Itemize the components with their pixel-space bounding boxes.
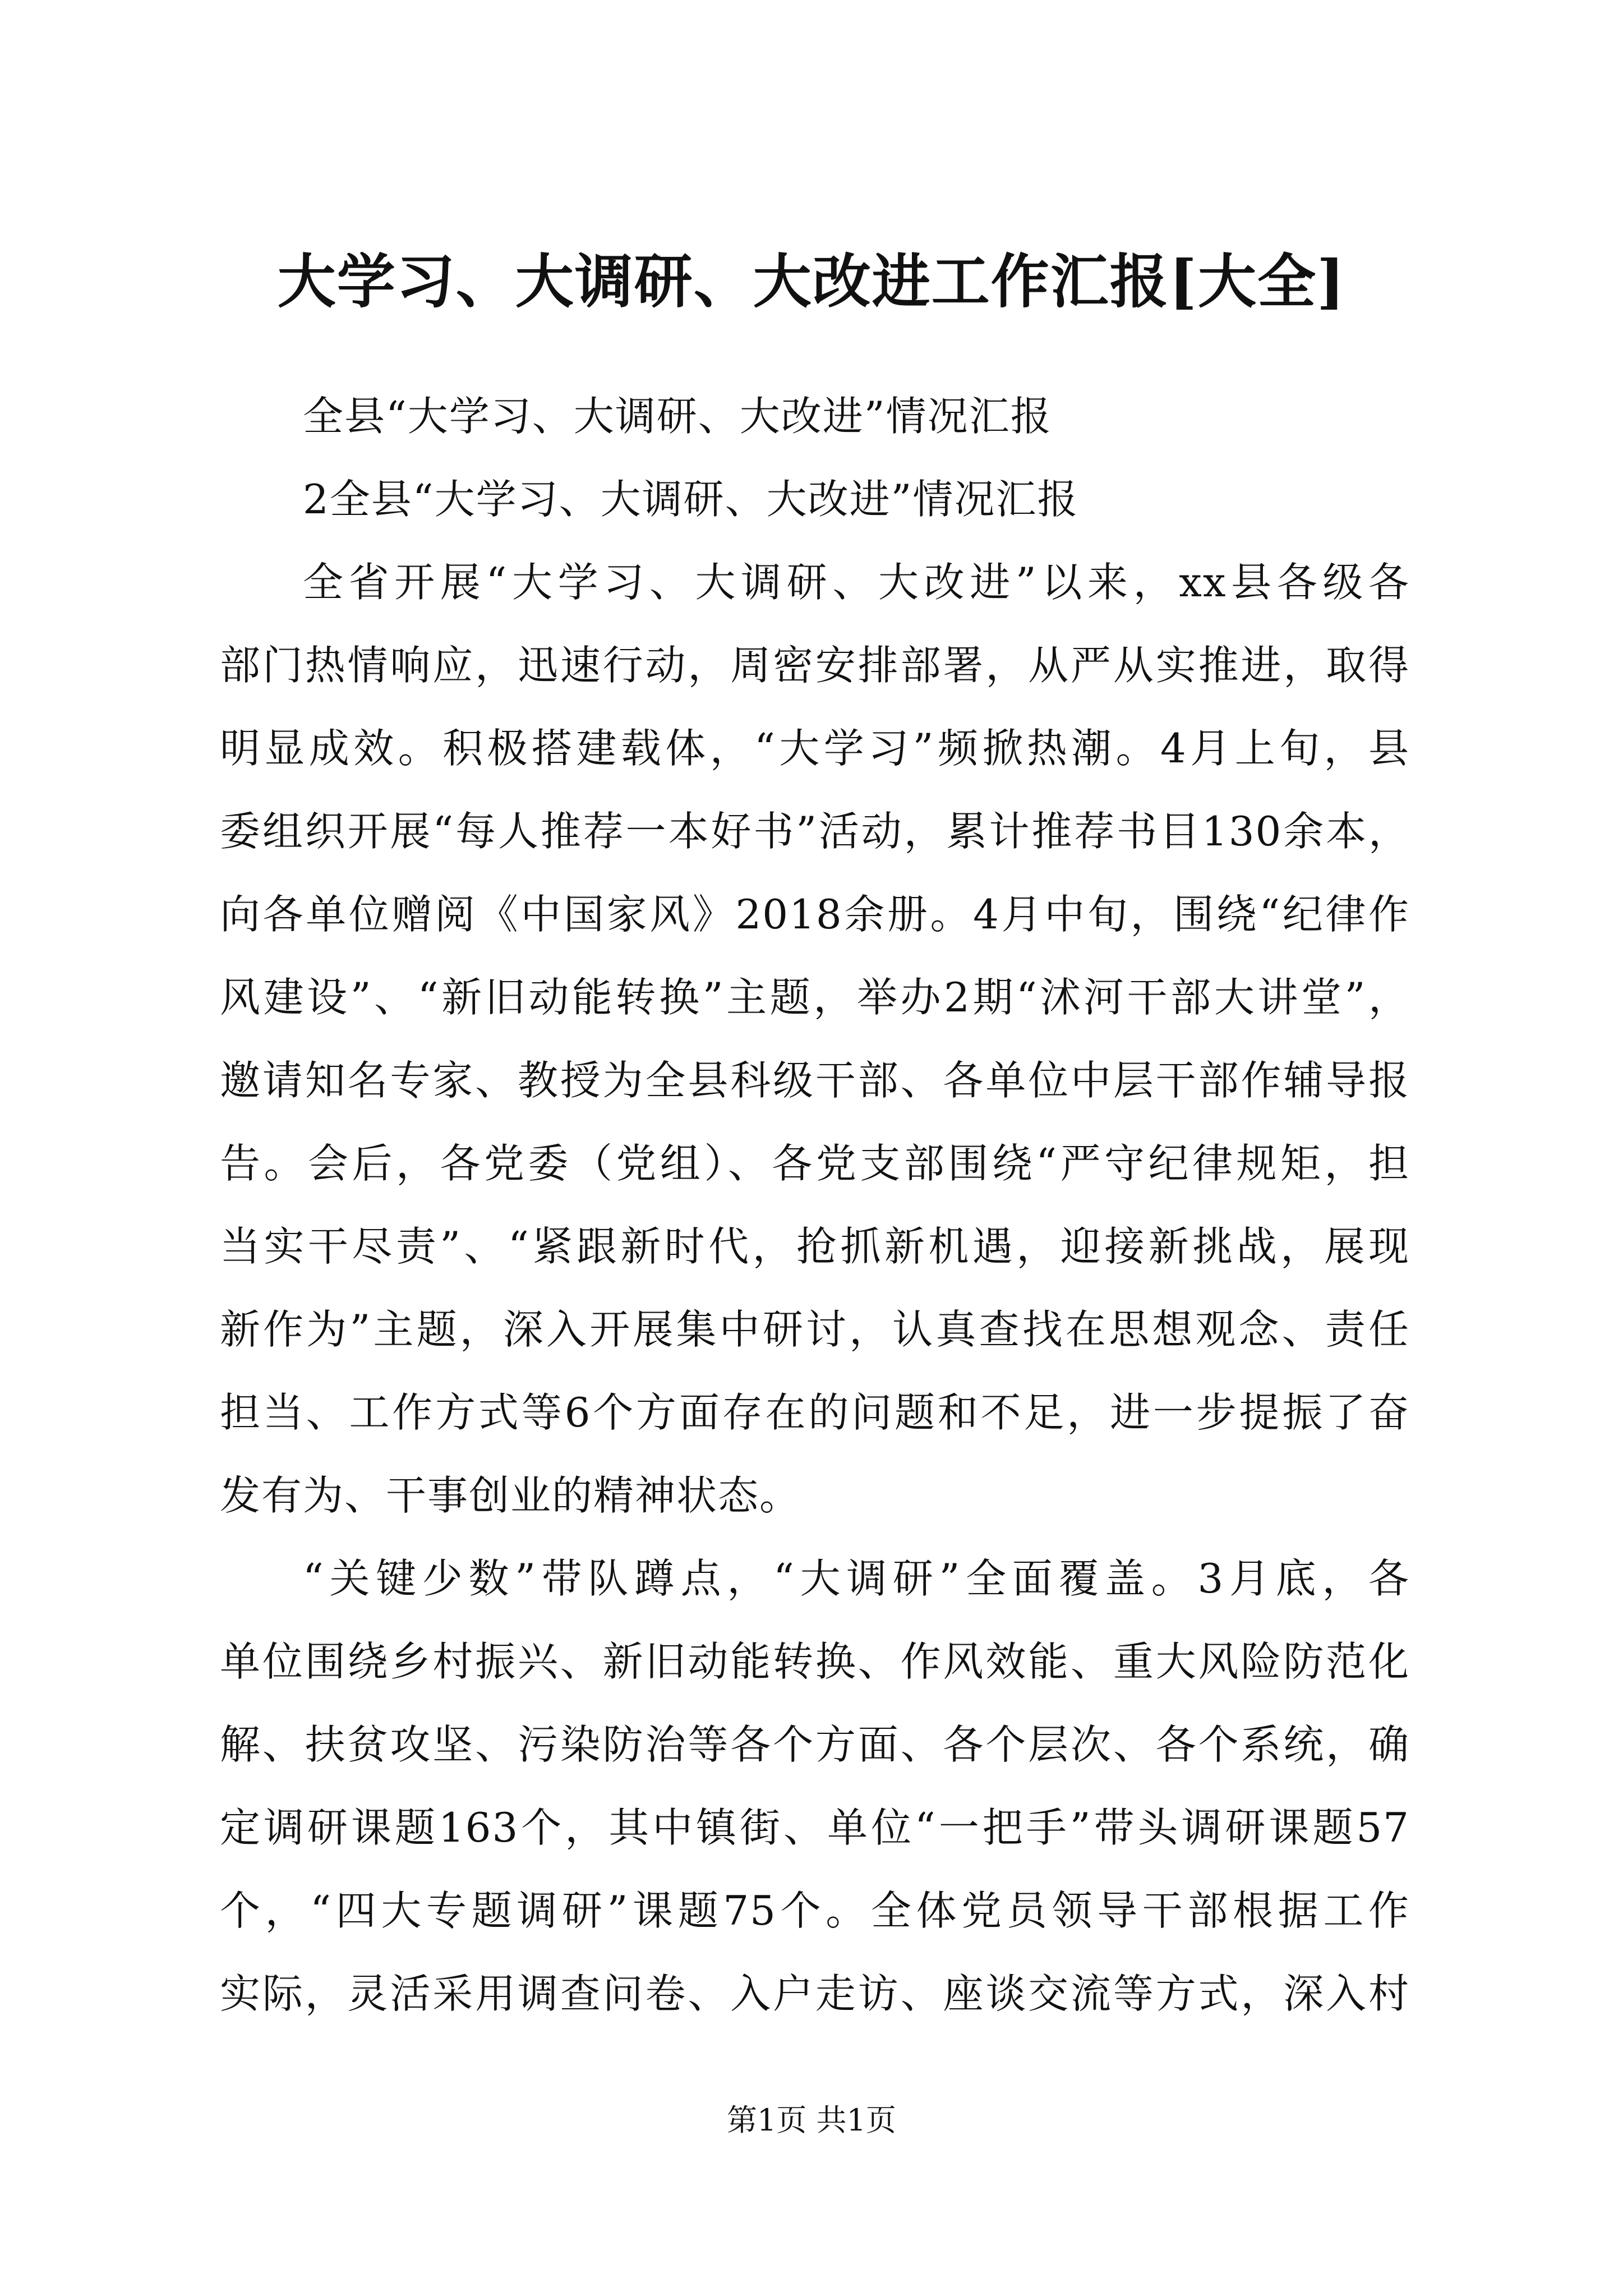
- body-line: 定调研课题163个，其中镇街、单位“一把手”带头调研课题57: [220, 1804, 1410, 1851]
- document-body: [220, 375, 1410, 2035]
- document-title: 大学习、大调研、大改进工作汇报[大全]: [277, 247, 1346, 316]
- body-line: 解、扶贫攻坚、污染防治等各个方面、各个层次、各个系统，确: [220, 1721, 1410, 1768]
- body-line: 新作为”主题，深入开展集中研讨，认真查找在思想观念、责任: [220, 1306, 1410, 1353]
- body-line: 担当、工作方式等6个方面存在的问题和不足，进一步提振了奋: [220, 1389, 1410, 1436]
- body-line: “关键少数”带队蹲点，“大调研”全面覆盖。3月底，各: [303, 1555, 1410, 1602]
- body-line: 向各单位赠阅《中国家风》2018余册。4月中旬，围绕“纪律作: [220, 891, 1410, 938]
- body-line: 全省开展“大学习、大调研、大改进”以来，xx县各级各: [303, 559, 1410, 606]
- body-line: 部门热情响应，迅速行动，周密安排部署，从严从实推进，取得: [220, 642, 1410, 689]
- body-line: 发有为、干事创业的精神状态。: [220, 1472, 801, 1519]
- page-footer: 第1页 共1页: [727, 2102, 896, 2138]
- body-line: 告。会后，各党委（党组）、各党支部围绕“严守纪律规矩，担: [220, 1140, 1410, 1187]
- body-line: 明显成效。积极搭建载体，“大学习”频掀热潮。4月上旬，县: [220, 725, 1410, 772]
- body-line: 全县“大学习、大调研、大改进”情况汇报: [303, 393, 1052, 440]
- body-line: 个，“四大专题调研”课题75个。全体党员领导干部根据工作: [220, 1887, 1410, 1934]
- body-line: 单位围绕乡村振兴、新旧动能转换、作风效能、重大风险防范化: [220, 1638, 1410, 1685]
- body-line: 实际，灵活采用调查问卷、入户走访、座谈交流等方式，深入村: [220, 1970, 1410, 2017]
- body-line: 邀请知名专家、教授为全县科级干部、各单位中层干部作辅导报: [220, 1057, 1410, 1104]
- body-line: 委组织开展“每人推荐一本好书”活动，累计推荐书目130余本，: [220, 808, 1410, 855]
- body-line: 当实干尽责”、“紧跟新时代，抢抓新机遇，迎接新挑战，展现: [220, 1223, 1410, 1270]
- body-line: 2全县“大学习、大调研、大改进”情况汇报: [303, 476, 1079, 523]
- body-line: 风建设”、“新旧动能转换”主题，举办2期“沭河干部大讲堂”，: [220, 974, 1410, 1021]
